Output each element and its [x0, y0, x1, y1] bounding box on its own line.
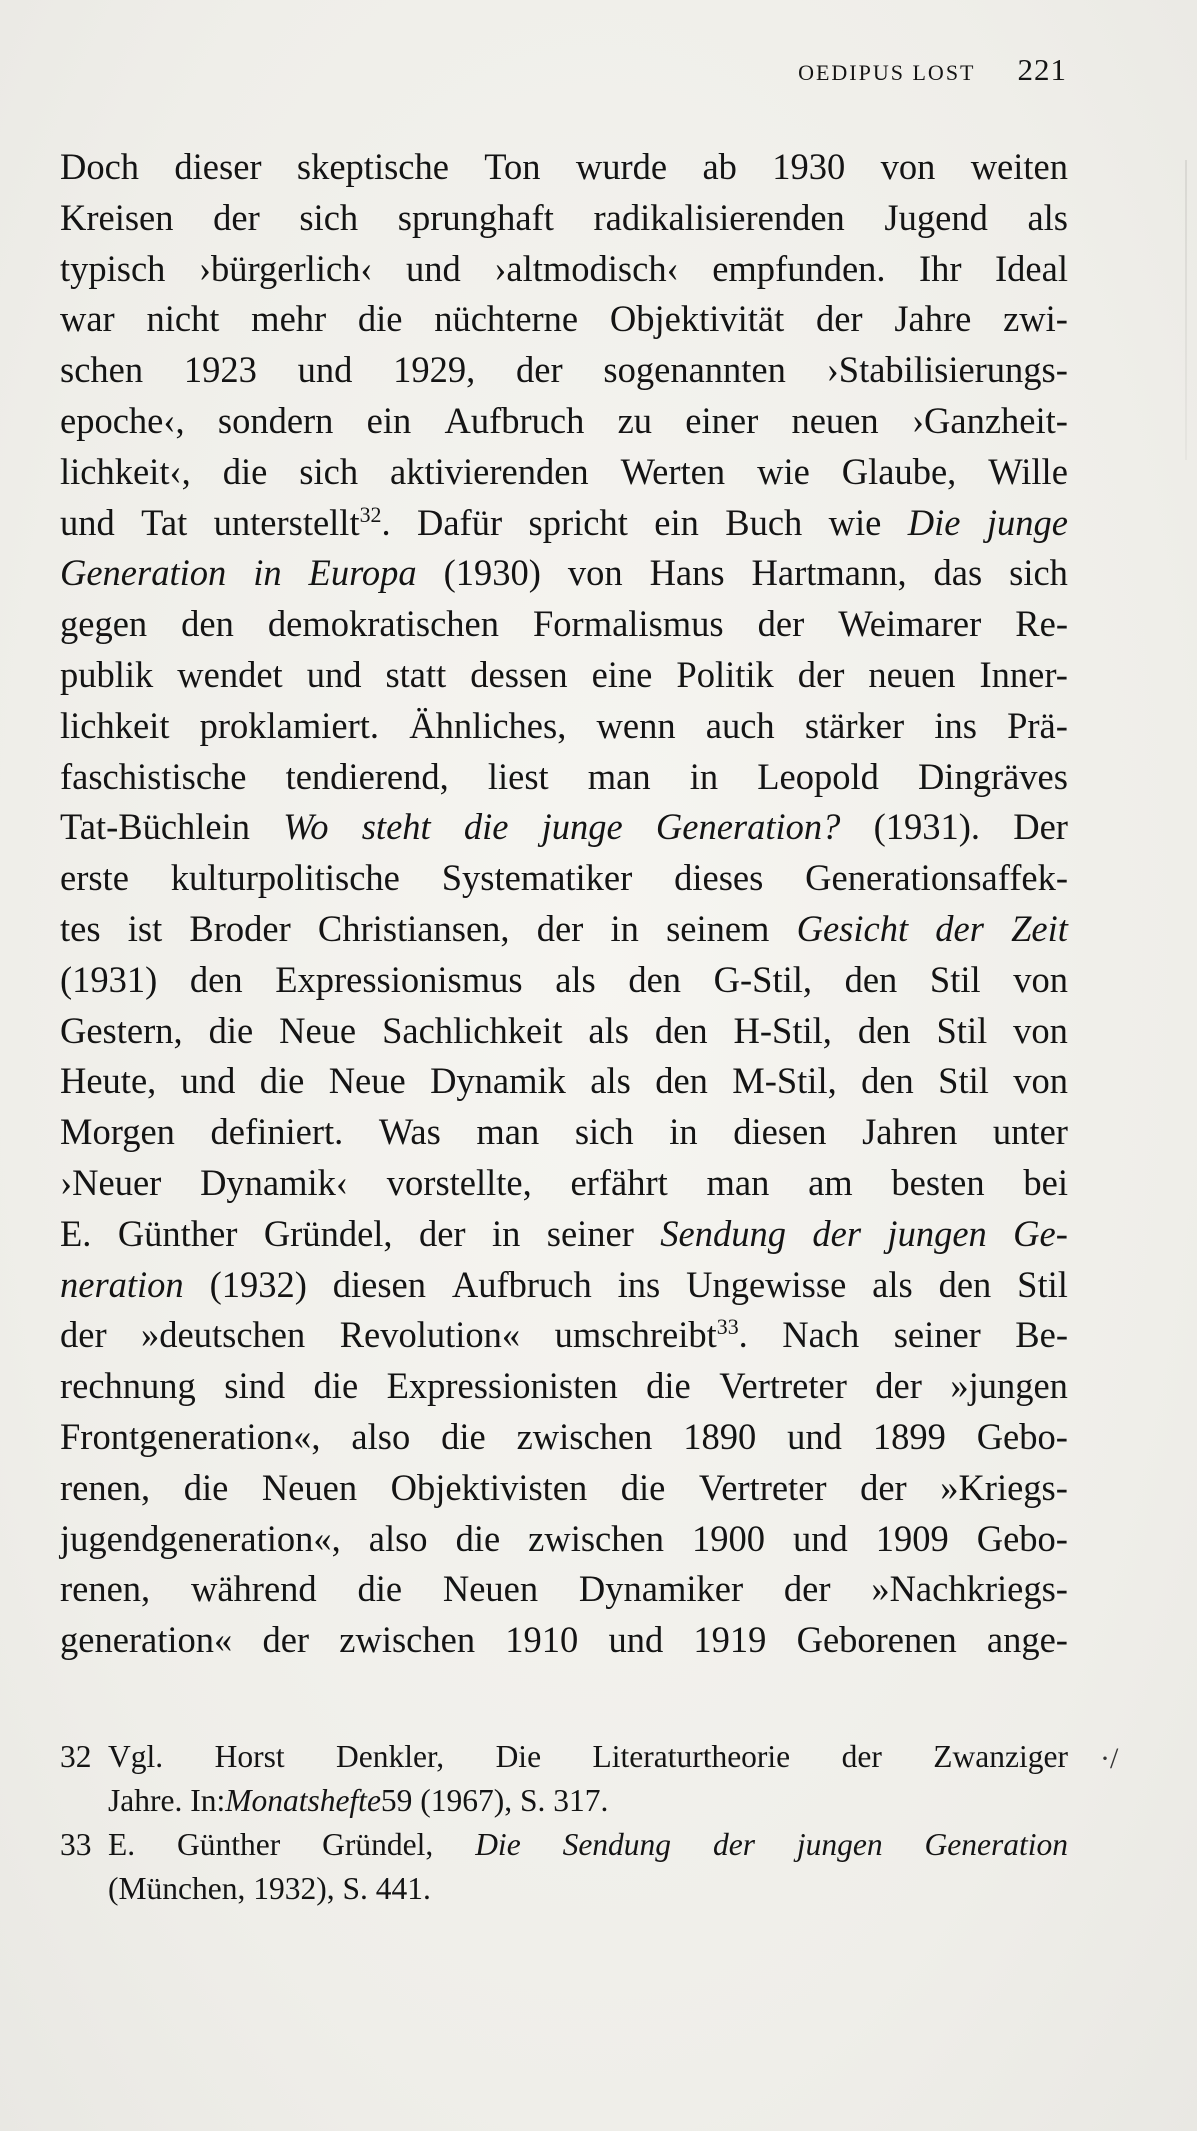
text-line: Kreisen der sich sprunghaft radikalisierenden Jugend als	[60, 196, 1068, 238]
text-line: gegen den demokratischen Formalismus der Weimarer Re-	[60, 603, 1068, 645]
text-line: Frontgeneration«, also die zwischen 1890 und 1899 Gebo-	[60, 1415, 1068, 1457]
text-line: typisch ›bürgerlich‹ und ›altmodisch‹ empfunden. Ihr Ideal	[60, 247, 1068, 289]
page-number: 221	[1017, 52, 1067, 87]
footnote	[60, 1823, 1068, 1911]
text-line: faschistische tendierend, liest man in Leopold Dingräves	[60, 755, 1068, 797]
text-line: schen 1923 und 1929, der sogenannten ›Stabilisierungs-	[60, 349, 1068, 391]
text-line: publik wendet und statt dessen eine Politik der neuen Inner-	[60, 653, 1068, 695]
text-line: renen, während die Neuen Dynamiker der »Nachkriegs-	[60, 1568, 1068, 1610]
text-line: Gestern, die Neue Sachlichkeit als den H-Stil, den Stil von	[60, 1009, 1068, 1051]
text-line: der »deutschen Revolution« umschreibt$^{33}$. Nach seiner Be-	[60, 1314, 1068, 1356]
footnote-line: (München, 1932), S. 441.	[108, 1871, 431, 1906]
footnote	[60, 1735, 1068, 1823]
page-edge-shadow	[1185, 160, 1187, 460]
text-line: Doch dieser skeptische Ton wurde ab 1930 von weiten	[60, 146, 1068, 187]
text-line: jugendgeneration«, also die zwischen 1900 und 1909 Gebo-	[60, 1517, 1068, 1559]
text-line: rechnung sind die Expressionisten die Vertreter der »jungen	[60, 1365, 1068, 1407]
text-line: Generation in Europa (1930) von Hans Hartmann, das sich	[60, 552, 1068, 594]
text-line: (1931) den Expressionismus als den G-Stil, den Stil von	[60, 958, 1068, 1000]
footnote-line: E. Günther Gründel, Die Sendung der jungen Generation	[108, 1827, 1068, 1862]
text-line: lichkeit‹, die sich aktivierenden Werten wie Glaube, Wille	[60, 450, 1068, 492]
text-line: Morgen definiert. Was man sich in diesen Jahren unter	[60, 1111, 1068, 1153]
text-line: Tat-Büchlein Wo steht die junge Generation? (1931). Der	[60, 806, 1068, 848]
text-line: renen, die Neuen Objektivisten die Vertreter der »Kriegs-	[60, 1466, 1068, 1508]
text-line: erste kulturpolitische Systematiker dieses Generationsaffek-	[60, 857, 1068, 899]
page-header	[798, 52, 1067, 88]
footnote-line: Jahre. In: Monatshefte 59 (1967), S. 317.	[108, 1783, 609, 1818]
footnote-text	[108, 1823, 1068, 1911]
text-line: tes ist Broder Christiansen, der in seinem Gesicht der Zeit	[60, 907, 1068, 949]
footnote-number: 32	[60, 1739, 92, 1774]
text-line: epoche‹, sondern ein Aufbruch zu einer neuen ›Ganzheit-	[60, 399, 1068, 441]
text-line: generation« der zwischen 1910 und 1919 Geborenen ange-	[60, 1619, 1068, 1661]
footnote-line: Vgl. Horst Denkler, Die Literaturtheorie der Zwanziger	[108, 1739, 1068, 1774]
pencil-margin-mark: ·/	[1100, 1742, 1119, 1775]
footnotes	[60, 1735, 1068, 1911]
body-paragraph	[60, 142, 1068, 1666]
text-line: lichkeit proklamiert. Ähnliches, wenn auch stärker ins Prä-	[60, 704, 1068, 746]
text-line: E. Günther Gründel, der in seiner Sendung der jungen Ge-	[60, 1212, 1068, 1254]
text-line: Heute, und die Neue Dynamik als den M-Stil, den Stil von	[60, 1060, 1068, 1102]
footnote-text	[108, 1735, 1068, 1823]
footnote-number: 33	[60, 1827, 92, 1862]
text-line: neration (1932) diesen Aufbruch ins Ungewisse als den Stil	[60, 1263, 1068, 1305]
text-line: ›Neuer Dynamik‹ vorstellte, erfährt man am besten bei	[60, 1161, 1068, 1203]
text-line: und Tat unterstellt$^{32}$. Dafür spricht ein Buch wie Die junge	[60, 501, 1068, 543]
running-title: OEDIPUS LOST	[798, 60, 976, 85]
text-line: war nicht mehr die nüchterne Objektivität der Jahre zwi-	[60, 298, 1068, 340]
